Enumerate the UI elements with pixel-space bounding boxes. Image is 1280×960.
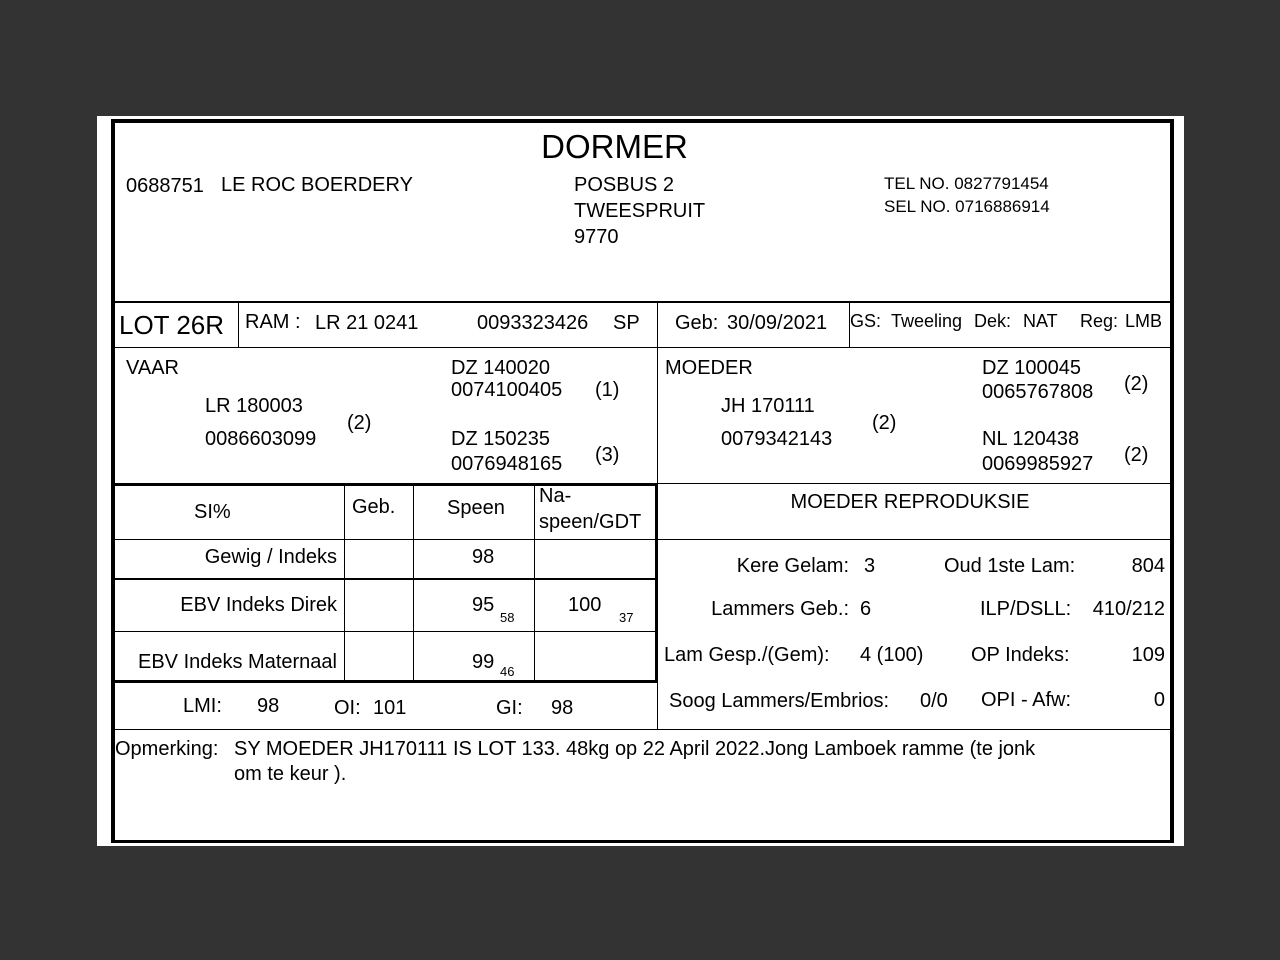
idx-row-label-1: Gewig / Indeks	[204, 546, 337, 568]
vaar-id: LR 180003	[205, 395, 303, 417]
idx-row-line-3	[115, 631, 656, 632]
idx-row-speen-sub-3: 46	[500, 664, 515, 679]
vaar-label: VAAR	[126, 357, 179, 379]
vaar-dam-mark: (3)	[595, 444, 620, 466]
idx-frame-top	[115, 483, 657, 486]
divider-repro-title	[658, 539, 1174, 540]
card-border-bottom	[111, 840, 1174, 843]
moeder-label: MOEDER	[665, 357, 753, 379]
idx-header-speen: Speen	[447, 497, 505, 519]
divider-lot-v2	[657, 302, 658, 348]
moeder-mark: (2)	[872, 412, 897, 434]
idx-col-line-3	[534, 485, 535, 681]
repro-soog-value: 0/0	[920, 690, 948, 712]
breeder-number: 0688751	[126, 175, 204, 197]
remarks-line-1: SY MOEDER JH170111 IS LOT 133. 48kg op 22 April 2022.Jong Lamboek ramme (te jonk	[234, 738, 1036, 760]
repro-kere-value: 3	[864, 555, 876, 577]
divider-lot-v1	[238, 302, 239, 348]
idx-col-line-2	[413, 485, 414, 681]
vaar-sire-id: DZ 140020	[451, 357, 550, 379]
oi-value: 101	[373, 697, 407, 719]
vaar-dam-code: 0076948165	[451, 453, 563, 475]
lot-number: LOT 26R	[119, 310, 225, 340]
repro-opi-value: 0	[1153, 689, 1165, 711]
card-border-right	[1170, 119, 1174, 843]
breeder-address-2: TWEESPRUIT	[574, 200, 706, 222]
gi-value: 98	[551, 697, 574, 719]
repro-gesp-value: 4 (100)	[860, 644, 924, 666]
reg-label: Reg:	[1080, 311, 1119, 331]
divider-header	[111, 301, 1174, 303]
repro-ilp-value: 410/212	[1092, 598, 1165, 620]
card-border-top	[111, 119, 1174, 123]
moeder-id: JH 170111	[721, 395, 815, 417]
breeder-sel: SEL NO. 0716886914	[884, 197, 1050, 216]
vaar-sire-mark: (1)	[595, 379, 620, 401]
repro-soog-label: Soog Lammers/Embrios:	[669, 690, 890, 712]
moeder-dam-code: 0069985927	[982, 453, 1094, 475]
divider-lot-row	[111, 347, 1174, 348]
idx-row-speen-3: 99	[472, 651, 495, 673]
ram-class: SP	[613, 312, 640, 334]
idx-row-speen-2: 95	[472, 594, 495, 616]
divider-pedigree-v	[657, 348, 658, 485]
remarks-label: Opmerking:	[115, 738, 219, 760]
repro-title: MOEDER REPRODUKSIE	[790, 491, 1030, 513]
idx-col-line-1	[344, 485, 345, 681]
oi-label: OI:	[334, 697, 361, 719]
breeder-tel: TEL NO. 0827791454	[884, 174, 1049, 193]
idx-row-line-2	[115, 578, 656, 580]
vaar-sire-code: 0074100405	[451, 379, 563, 401]
idx-row-naspeen-2: 100	[568, 594, 602, 616]
moeder-sire-code: 0065767808	[982, 381, 1094, 403]
idx-frame-right	[655, 483, 658, 683]
idx-frame-bottom	[115, 680, 658, 683]
dek-value: NAT	[1023, 311, 1058, 331]
gi-label: GI:	[496, 697, 523, 719]
moeder-code: 0079342143	[721, 428, 833, 450]
moeder-dam-mark: (2)	[1124, 444, 1149, 466]
repro-op-value: 109	[1131, 644, 1165, 666]
lmi-value: 98	[257, 695, 280, 717]
divider-lmi-bottom	[111, 729, 1174, 730]
repro-ilp-label: ILP/DSLL:	[980, 598, 1072, 620]
idx-row-speen-1: 98	[472, 546, 495, 568]
card-border-left	[111, 119, 115, 843]
breeder-address-3: 9770	[574, 226, 619, 248]
idx-header-geb: Geb.	[352, 496, 396, 518]
reg-value: LMB	[1125, 311, 1163, 331]
breed-title: DORMER	[541, 128, 688, 165]
breeder-name: LE ROC BOERDERY	[221, 174, 413, 196]
breeder-address-1: POSBUS 2	[574, 174, 675, 196]
repro-lammers-label: Lammers Geb.:	[711, 598, 849, 620]
repro-lammers-value: 6	[860, 598, 872, 620]
idx-header-naspeen-1: Na-	[539, 485, 572, 507]
vaar-code: 0086603099	[205, 428, 317, 450]
repro-oud-label: Oud 1ste Lam:	[944, 555, 1076, 577]
repro-opi-label: OPI - Afw:	[981, 689, 1072, 711]
geb-label: Geb:	[675, 312, 719, 334]
idx-row-speen-sub-2: 58	[500, 610, 515, 625]
repro-gesp-label: Lam Gesp./(Gem):	[664, 644, 830, 666]
idx-row-naspeen-sub-2: 37	[619, 610, 634, 625]
gs-label: GS:	[850, 311, 882, 331]
vaar-mark: (2)	[347, 412, 372, 434]
moeder-dam-id: NL 120438	[982, 428, 1080, 450]
dek-label: Dek:	[974, 311, 1012, 331]
ram-id: LR 21 0241	[315, 312, 419, 334]
remarks-line-2: om te keur ).	[234, 763, 347, 785]
moeder-sire-id: DZ 100045	[982, 357, 1081, 379]
gs-value: Tweeling	[891, 311, 963, 331]
idx-row-line-1	[115, 539, 656, 540]
ram-label: RAM :	[245, 311, 301, 333]
repro-kere-label: Kere Gelam:	[736, 555, 849, 577]
idx-header-naspeen-2: speen/GDT	[539, 511, 642, 533]
lmi-label: LMI:	[183, 695, 222, 717]
ram-code: 0093323426	[477, 312, 589, 334]
idx-row-label-2: EBV Indeks Direk	[180, 594, 337, 616]
lot-card	[97, 116, 1184, 846]
divider-repro-v	[657, 680, 658, 730]
idx-row-label-3: EBV Indeks Maternaal	[138, 651, 337, 673]
idx-header-si: SI%	[194, 501, 231, 523]
repro-oud-value: 804	[1131, 555, 1165, 577]
geb-date: 30/09/2021	[727, 312, 828, 334]
moeder-sire-mark: (2)	[1124, 373, 1149, 395]
vaar-dam-id: DZ 150235	[451, 428, 550, 450]
repro-op-label: OP Indeks:	[971, 644, 1070, 666]
